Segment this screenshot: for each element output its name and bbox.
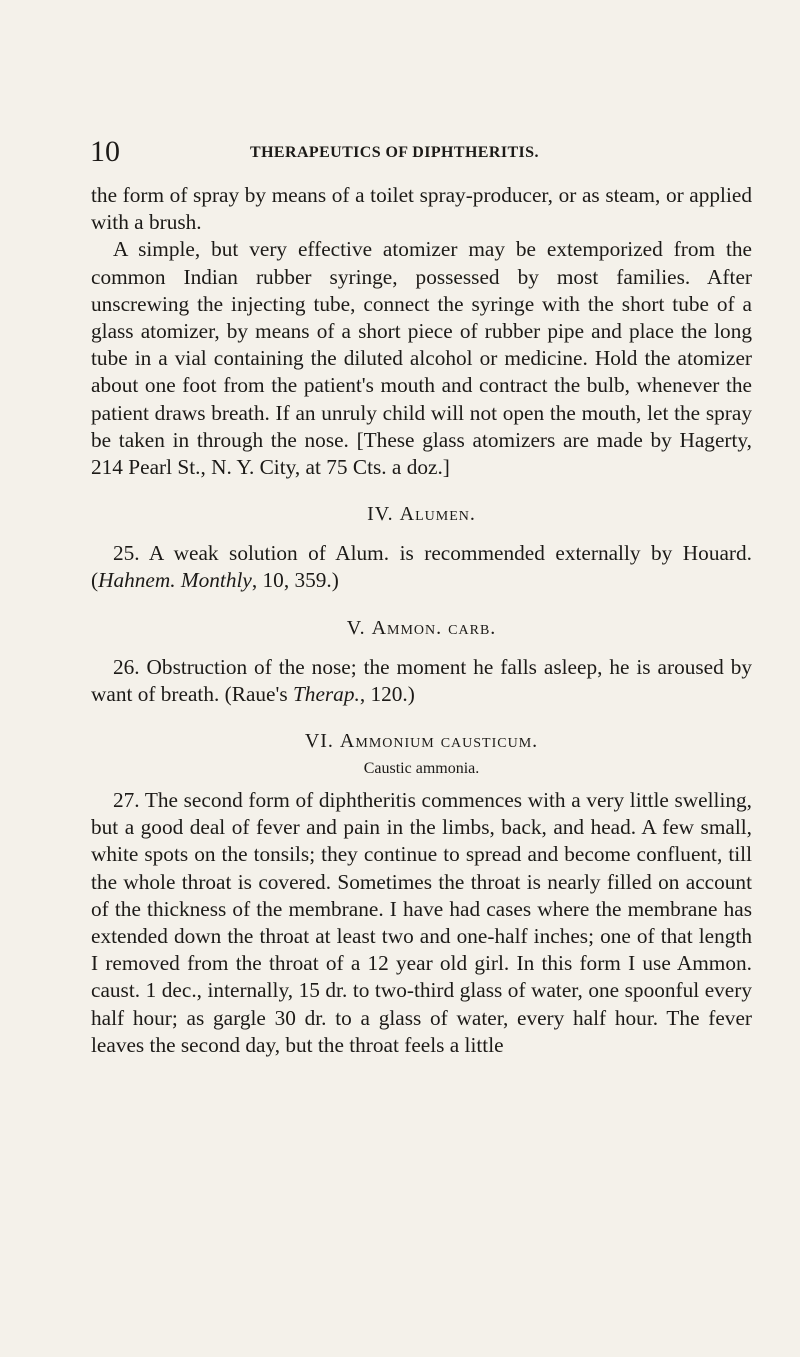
- section-number: V.: [346, 616, 366, 639]
- paragraph-item-26: 26. Obstruction of the nose; the moment he falls asleep, he is aroused by want of breath. (Raue's Therap., 120.): [91, 654, 752, 706]
- paragraph-continuation: the form of spray by means of a toilet spray-producer, or as steam, or applied with a brush.: [91, 183, 752, 235]
- running-title: THERAPEUTICS OF DIPHTHERITIS.: [250, 144, 539, 161]
- section-heading-alumen: [91, 502, 752, 526]
- section-subheading: Caustic ammonia.: [363, 760, 480, 778]
- section-heading-ammonium-causticum: [91, 729, 752, 753]
- paragraph-item-25: 25. A weak solution of Alum. is recommended externally by Houard. (Hahnem. Monthly, 10, 359.): [91, 541, 752, 593]
- paragraph-item-27: 27. The second form of diphtheritis commences with a very little swelling, but a good deal of fever and pain in the limbs, back, and head. A few small, white spots on the tonsils; they continue to spread and become confluent, till the whole throat is covered. Sometimes the throat is nearly filled on account of the thickness of the membrane. I have had cases where the membrane has extended down the throat at least two and one-half inches; one of that length I removed from the throat of a 12 year old girl. In this form I use Ammon. caust. 1 dec., internally, 15 dr. to two-third glass of water, one spoonful every half hour; as gargle 30 dr. to a glass of water, every half hour. The fever leaves the second day, but the throat feels a little: [91, 788, 752, 1057]
- section-number: VI.: [304, 730, 334, 753]
- section-number: IV.: [367, 503, 394, 526]
- section-title: Alumen.: [399, 503, 476, 526]
- section-title: Ammon. carb.: [371, 616, 497, 639]
- body-text: [91, 182, 752, 1059]
- section-heading-ammon-carb: [91, 616, 752, 640]
- page-number: 10: [90, 135, 120, 168]
- section-title: Ammonium causticum.: [339, 730, 539, 753]
- running-head: [90, 135, 750, 169]
- paragraph-atomizer: A simple, but very effective atomizer may be extemporized from the common Indian rubber syringe, possessed by most families. After unscrewing the injecting tube, connect the syringe with the short tube of a glass atomizer, by means of a short piece of rubber pipe and place the long tube in a vial containing the diluted alcohol or medicine. Hold the atomizer about one foot from the patient's mouth and contract the bulb, whenever the patient draws breath. If an unruly child will not open the mouth, let the spray be taken in through the nose. [These glass atomizers are made by Hagerty, 214 Pearl St., N. Y. City, at 75 Cts. a doz.]: [91, 237, 752, 480]
- citation-title: Therap.: [292, 681, 360, 706]
- citation-title: Hahnem. Monthly: [98, 568, 252, 593]
